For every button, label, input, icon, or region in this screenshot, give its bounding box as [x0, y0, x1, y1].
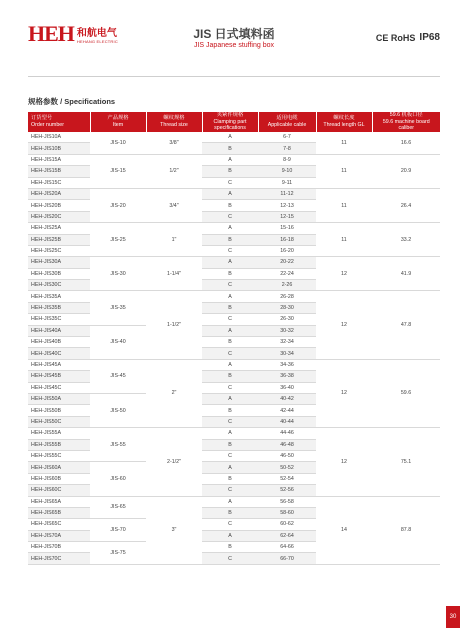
applicable-cable-cell: 64-66: [258, 542, 316, 553]
order-number-cell: HEH-JIS15A: [28, 154, 90, 165]
applicable-cable-cell: 16-20: [258, 245, 316, 256]
order-number-cell: HEH-JIS10A: [28, 132, 90, 143]
applicable-cable-cell: 28-30: [258, 302, 316, 313]
clamping-part-cell: B: [202, 542, 258, 553]
clamping-part-cell: B: [202, 473, 258, 484]
applicable-cable-cell: 16-18: [258, 234, 316, 245]
thread-length-cell: 12: [316, 257, 372, 291]
table-row: [28, 496, 440, 507]
thread-size-cell: 1/2": [146, 154, 202, 188]
board-caliber-cell: 16.6: [372, 132, 440, 154]
clamping-part-cell: B: [202, 507, 258, 518]
ip-rating: IP68: [419, 32, 440, 43]
item-cell: JIS-20: [90, 188, 146, 222]
thread-length-cell: 12: [316, 359, 372, 427]
applicable-cable-cell: 32-34: [258, 337, 316, 348]
table-row: [28, 428, 440, 439]
clamping-part-cell: A: [202, 291, 258, 302]
applicable-cable-cell: 56-58: [258, 496, 316, 507]
applicable-cable-cell: 12-15: [258, 211, 316, 222]
item-cell: JIS-55: [90, 428, 146, 462]
thread-length-cell: 11: [316, 223, 372, 257]
thread-size-cell: 3/8": [146, 132, 202, 154]
thread-length-cell: 11: [316, 132, 372, 154]
order-number-cell: HEH-JIS25B: [28, 234, 90, 245]
thread-size-cell: 1-1/4": [146, 257, 202, 291]
clamping-part-cell: A: [202, 393, 258, 404]
board-caliber-cell: 47.8: [372, 291, 440, 359]
applicable-cable-cell: 15-16: [258, 223, 316, 234]
item-cell: JIS-65: [90, 496, 146, 519]
table-row: [28, 359, 440, 370]
clamping-part-cell: C: [202, 416, 258, 427]
item-cell: JIS-15: [90, 154, 146, 188]
item-cell: JIS-25: [90, 223, 146, 257]
board-caliber-cell: 33.2: [372, 223, 440, 257]
clamping-part-cell: B: [202, 302, 258, 313]
order-number-cell: HEH-JIS45A: [28, 359, 90, 370]
clamping-part-cell: C: [202, 553, 258, 564]
table-row: [28, 154, 440, 165]
header-thread-length: 螺纹长度 Thread length GL: [316, 112, 372, 132]
clamping-part-cell: B: [202, 200, 258, 211]
clamping-part-cell: A: [202, 325, 258, 336]
order-number-cell: HEH-JIS70C: [28, 553, 90, 564]
thread-size-cell: 2-1/2": [146, 428, 202, 496]
order-number-cell: HEH-JIS55B: [28, 439, 90, 450]
clamping-part-cell: C: [202, 177, 258, 188]
applicable-cable-cell: 26-30: [258, 314, 316, 325]
board-caliber-cell: 75.1: [372, 428, 440, 496]
order-number-cell: HEH-JIS35A: [28, 291, 90, 302]
applicable-cable-cell: 52-54: [258, 473, 316, 484]
table-header-row: [28, 112, 440, 132]
applicable-cable-cell: 58-60: [258, 507, 316, 518]
applicable-cable-cell: 26-28: [258, 291, 316, 302]
clamping-part-cell: A: [202, 257, 258, 268]
header-item: 产品规格 Item: [90, 112, 146, 132]
item-cell: JIS-60: [90, 462, 146, 496]
clamping-part-cell: A: [202, 359, 258, 370]
order-number-cell: HEH-JIS30A: [28, 257, 90, 268]
applicable-cable-cell: 7-8: [258, 143, 316, 154]
order-number-cell: HEH-JIS20B: [28, 200, 90, 211]
order-number-cell: HEH-JIS10B: [28, 143, 90, 154]
thread-size-cell: 2": [146, 359, 202, 427]
clamping-part-cell: B: [202, 268, 258, 279]
order-number-cell: HEH-JIS65A: [28, 496, 90, 507]
order-number-cell: HEH-JIS65B: [28, 507, 90, 518]
section-heading: 规格参数 / Specifications: [28, 97, 116, 106]
clamping-part-cell: B: [202, 234, 258, 245]
applicable-cable-cell: 9-11: [258, 177, 316, 188]
item-cell: JIS-40: [90, 325, 146, 359]
header-applicable-cable: 适用电缆 Applicable cable: [258, 112, 316, 132]
table-row: [28, 291, 440, 302]
item-cell: JIS-70: [90, 519, 146, 542]
applicable-cable-cell: 30-34: [258, 348, 316, 359]
order-number-cell: HEH-JIS70A: [28, 530, 90, 541]
item-cell: JIS-75: [90, 542, 146, 565]
clamping-part-cell: A: [202, 496, 258, 507]
order-number-cell: HEH-JIS30C: [28, 280, 90, 291]
page-title: JIS 日式填料函: [193, 27, 275, 41]
applicable-cable-cell: 40-44: [258, 416, 316, 427]
thread-size-cell: 1-1/2": [146, 291, 202, 359]
order-number-cell: HEH-JIS15C: [28, 177, 90, 188]
thread-length-cell: 12: [316, 428, 372, 496]
clamping-part-cell: B: [202, 166, 258, 177]
order-number-cell: HEH-JIS60C: [28, 485, 90, 496]
clamping-part-cell: A: [202, 188, 258, 199]
order-number-cell: HEH-JIS35C: [28, 314, 90, 325]
board-caliber-cell: 26.4: [372, 188, 440, 222]
order-number-cell: HEH-JIS65C: [28, 519, 90, 530]
order-number-cell: HEH-JIS35B: [28, 302, 90, 313]
clamping-part-cell: C: [202, 485, 258, 496]
clamping-part-cell: C: [202, 519, 258, 530]
item-cell: JIS-10: [90, 132, 146, 154]
applicable-cable-cell: 6-7: [258, 132, 316, 143]
clamping-part-cell: C: [202, 314, 258, 325]
order-number-cell: HEH-JIS50A: [28, 393, 90, 404]
clamping-part-cell: A: [202, 428, 258, 439]
order-number-cell: HEH-JIS40B: [28, 337, 90, 348]
order-number-cell: HEH-JIS40A: [28, 325, 90, 336]
order-number-cell: HEH-JIS45C: [28, 382, 90, 393]
clamping-part-cell: A: [202, 462, 258, 473]
order-number-cell: HEH-JIS60A: [28, 462, 90, 473]
order-number-cell: HEH-JIS45B: [28, 371, 90, 382]
thread-length-cell: 14: [316, 496, 372, 564]
applicable-cable-cell: 46-48: [258, 439, 316, 450]
order-number-cell: HEH-JIS55C: [28, 450, 90, 461]
applicable-cable-cell: 8-9: [258, 154, 316, 165]
table-row: [28, 188, 440, 199]
thread-size-cell: 3": [146, 496, 202, 564]
thread-size-cell: 1": [146, 223, 202, 257]
thread-length-cell: 11: [316, 154, 372, 188]
clamping-part-cell: A: [202, 132, 258, 143]
board-caliber-cell: 87.8: [372, 496, 440, 564]
header-order-number: 订货型号 Order number: [28, 112, 90, 132]
applicable-cable-cell: 36-38: [258, 371, 316, 382]
item-cell: JIS-45: [90, 359, 146, 393]
logo-en: HEHANG ELECTRIC: [76, 39, 118, 44]
certifications: [376, 32, 440, 43]
order-number-cell: HEH-JIS15B: [28, 166, 90, 177]
ce-rohs-mark: CE RoHS: [375, 32, 416, 43]
item-cell: JIS-50: [90, 393, 146, 427]
item-cell: JIS-35: [90, 291, 146, 325]
thread-size-cell: 3/4": [146, 188, 202, 222]
applicable-cable-cell: 9-10: [258, 166, 316, 177]
logo-mark: HEH: [28, 21, 74, 46]
clamping-part-cell: B: [202, 337, 258, 348]
order-number-cell: HEH-JIS50B: [28, 405, 90, 416]
order-number-cell: HEH-JIS25A: [28, 223, 90, 234]
applicable-cable-cell: 46-50: [258, 450, 316, 461]
table-row: [28, 257, 440, 268]
clamping-part-cell: A: [202, 223, 258, 234]
item-cell: JIS-30: [90, 257, 146, 291]
clamping-part-cell: A: [202, 530, 258, 541]
spec-table: [28, 112, 440, 565]
applicable-cable-cell: 52-56: [258, 485, 316, 496]
applicable-cable-cell: 34-36: [258, 359, 316, 370]
clamping-part-cell: C: [202, 450, 258, 461]
clamping-part-cell: C: [202, 245, 258, 256]
order-number-cell: HEH-JIS30B: [28, 268, 90, 279]
clamping-part-cell: C: [202, 280, 258, 291]
order-number-cell: HEH-JIS60B: [28, 473, 90, 484]
applicable-cable-cell: 11-12: [258, 188, 316, 199]
table-row: [28, 223, 440, 234]
page-subtitle: JIS Japanese stuffing box: [193, 42, 275, 49]
page-number: 30: [446, 606, 460, 628]
board-caliber-cell: 41.9: [372, 257, 440, 291]
header-board-caliber: 59.6 机板口径 59.6 machine board caliber: [372, 112, 440, 132]
applicable-cable-cell: 42-44: [258, 405, 316, 416]
clamping-part-cell: A: [202, 154, 258, 165]
table-row: [28, 132, 440, 143]
applicable-cable-cell: 62-64: [258, 530, 316, 541]
order-number-cell: HEH-JIS20A: [28, 188, 90, 199]
applicable-cable-cell: 66-70: [258, 553, 316, 564]
clamping-part-cell: C: [202, 348, 258, 359]
thread-length-cell: 12: [316, 291, 372, 359]
logo-cn: 和航电气: [76, 28, 117, 39]
order-number-cell: HEH-JIS25C: [28, 245, 90, 256]
clamping-part-cell: C: [202, 211, 258, 222]
clamping-part-cell: B: [202, 405, 258, 416]
clamping-part-cell: B: [202, 439, 258, 450]
applicable-cable-cell: 22-24: [258, 268, 316, 279]
applicable-cable-cell: 2-26: [258, 280, 316, 291]
board-caliber-cell: 20.9: [372, 154, 440, 188]
applicable-cable-cell: 40-42: [258, 393, 316, 404]
applicable-cable-cell: 60-62: [258, 519, 316, 530]
applicable-cable-cell: 12-13: [258, 200, 316, 211]
header-thread-size: 螺纹规格 Thread size: [146, 112, 202, 132]
order-number-cell: HEH-JIS20C: [28, 211, 90, 222]
applicable-cable-cell: 50-52: [258, 462, 316, 473]
clamping-part-cell: C: [202, 382, 258, 393]
clamping-part-cell: B: [202, 371, 258, 382]
order-number-cell: HEH-JIS40C: [28, 348, 90, 359]
spec-table-body: [28, 132, 440, 564]
applicable-cable-cell: 20-22: [258, 257, 316, 268]
header-divider: [28, 76, 440, 77]
order-number-cell: HEH-JIS55A: [28, 428, 90, 439]
order-number-cell: HEH-JIS70B: [28, 542, 90, 553]
board-caliber-cell: 59.6: [372, 359, 440, 427]
header-clamping-part: 夹紧件规格 Clamping part specifications: [202, 112, 258, 132]
applicable-cable-cell: 44-46: [258, 428, 316, 439]
applicable-cable-cell: 30-32: [258, 325, 316, 336]
thread-length-cell: 11: [316, 188, 372, 222]
order-number-cell: HEH-JIS50C: [28, 416, 90, 427]
applicable-cable-cell: 36-40: [258, 382, 316, 393]
clamping-part-cell: B: [202, 143, 258, 154]
